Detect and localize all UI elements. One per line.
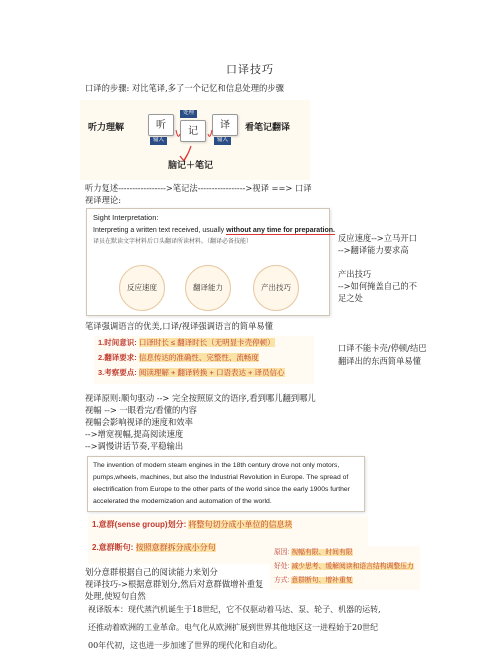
reason-3-text: 意群断句、增补重复 [291, 577, 353, 584]
flow-tag-3: 输入 [214, 137, 231, 145]
sense-1-label: 1.意群(sense group)划分: [92, 520, 187, 529]
passage-line-3: electrification from Europe to the other parts of the world since the early 1900s further [93, 486, 350, 493]
points-block [94, 336, 314, 384]
point-2-text: 信息传达的准确性、完整性、流畅度 [138, 353, 259, 362]
sight-definition [93, 226, 335, 236]
sight-card [86, 208, 335, 316]
passage-line-2: pumps,wheels, machines, but also the Industrial Revolution in Europe. The spread of [93, 474, 349, 481]
points-side-2: 翻译出的东西简单易懂 [338, 356, 421, 366]
point-3-label: 3.考察要点: [98, 368, 137, 377]
page-title: 口译技巧 [226, 63, 274, 76]
reason-1-text: 视幅有限、时间有限 [291, 549, 353, 556]
flow-box-interpret: 译 [212, 114, 238, 136]
flow-box-listen: 听 [148, 114, 174, 136]
method-line-1: 划分意群根据自己的阅读能力来划分 [85, 567, 218, 577]
principle-line-5: -->调慢讲话节奏,平稳输出 [85, 441, 184, 451]
sight-heading: Sight Interpretation: [93, 213, 159, 222]
flow-tag-1: 输入 [150, 137, 167, 145]
relay-line: 听力复述----------------->笔记法----------------->视译 ==> 口译 [85, 183, 312, 193]
method-line-2: 视译技巧->根据意群划分,然后对意群做增补重复 [85, 579, 264, 589]
reason-row-2 [274, 562, 414, 572]
principle-line-3: 视幅会影响视译的速度和效率 [85, 417, 193, 427]
sense-1 [92, 519, 292, 531]
point-1 [98, 338, 275, 349]
point-1-label: 1.时间意识: [98, 338, 137, 347]
translation-line-3: 00年代初，这也进一步加速了世界的现代化和自动化。 [88, 641, 283, 650]
method-line-3: 处理,使短句自然 [85, 591, 146, 601]
flow-right-label: 看笔记翻译 [245, 123, 291, 133]
passage-card [87, 456, 365, 512]
flow-box-note: 记 [180, 120, 206, 142]
points-side-1: 口译不能卡壳/停顿/结巴 [338, 343, 427, 353]
sight-label: 视译理论: [85, 195, 121, 205]
side-note-2a: 产出技巧 [338, 269, 372, 279]
sight-def-emph: without any time for preparation. [226, 227, 335, 234]
passage-line-4: accelerated the modernization and automation of the world. [93, 498, 272, 505]
sense-2-text: 按照意群拆分成小分句 [135, 543, 216, 552]
sense-2 [92, 542, 216, 554]
flow-left-label: 听力理解 [88, 123, 125, 133]
principle-line-4: -->增宽视幅,提高阅读速度 [85, 429, 184, 439]
circle-output: 产出技巧 [253, 265, 299, 311]
passage-line-1: The invention of modern steam engines in the 18th century drove not only motors, [93, 462, 340, 469]
side-note-2c: 足之处 [338, 293, 363, 303]
principle-line-2: 视幅 --> 一眼看完/看懂的内容 [85, 405, 197, 415]
reason-row-3 [274, 576, 353, 586]
sense-2-label: 2.意群断句: [92, 543, 134, 552]
principle-line-1: 视译原则:顺句驱动 --> 完全按照原文的语序,看到哪儿翻到哪儿 [85, 393, 316, 403]
point-3-text: 阅读理解 + 翻译转换 + 口语表达 + 译员信心 [138, 368, 285, 377]
side-note-2b: -->如何掩盖自己的不 [338, 281, 417, 291]
side-note-1b: -->翻译能力要求高 [338, 245, 409, 255]
reason-3-label: 方式: [274, 577, 290, 584]
sight-def-prefix: Interpreting a written text received, usually [93, 227, 227, 234]
reason-1-label: 原因: [274, 549, 290, 556]
translation-line-2: 还推动着欧洲的工业革命。电气化从欧洲扩展到世界其他地区这一进程始于20世纪 [88, 623, 379, 632]
circle-translation: 翻译能力 [185, 265, 231, 311]
point-2 [98, 353, 259, 364]
reason-2-label: 好处: [274, 563, 290, 570]
compare-line: 笔译强调语言的优美,口译/视译强调语言的简单易懂 [85, 321, 273, 331]
reason-row-1 [274, 548, 353, 558]
circle-reaction: 反应速度 [119, 265, 165, 311]
reason-box [270, 546, 420, 590]
intro-text: 口译的步骤: 对比笔译,多了一个记忆和信息处理的步骤 [85, 83, 284, 93]
flow-bottom-label: 脑记＋笔记 [168, 161, 214, 171]
flow-tag-2: 处理 [180, 110, 197, 118]
reason-2-text: 减少思考、缓解阅读和语言结构调整压力 [291, 563, 414, 570]
point-1-text: 口译时长 ≤ 翻译时长（无明显卡壳停顿） [138, 338, 275, 347]
translation-block [86, 602, 416, 658]
flow-diagram [80, 100, 310, 180]
sense-1-text: 将整句切分成小单位的信息块 [188, 520, 293, 529]
point-3 [98, 368, 285, 379]
side-note-1a: 反应速度-->立马开口 [338, 233, 417, 243]
point-2-label: 2.翻译要求: [98, 353, 137, 362]
translation-line-1: 视译版本：现代蒸汽机诞生于18世纪，它不仅驱动着马达、泵、轮子、机器的运转, [88, 605, 381, 614]
sight-cn: 译员在默读文字材料后口头翻译所读材料。（翻译必备技能） [93, 239, 253, 245]
